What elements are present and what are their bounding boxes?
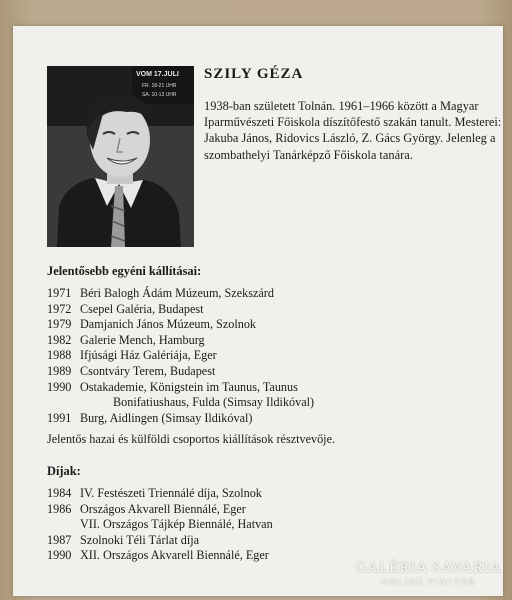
artist-name: SZILY GÉZA	[204, 66, 304, 82]
awards-heading: Díjak:	[47, 464, 81, 478]
poster-line-2: FR. 18-21 UHR	[142, 83, 177, 89]
poster-line-3: SA. 10-13 UHR	[142, 92, 177, 98]
list-item: 1986 Országos Akvarell Biennálé, Eger	[47, 501, 246, 516]
list-item: Bonifatiushaus, Fulda (Simsay Ildikóval)	[113, 395, 315, 410]
list-item: 1990 XII. Országos Akvarell Biennálé, Eger	[47, 548, 269, 563]
watermark-line-2: ONLINE PIACTÉR	[381, 577, 476, 587]
list-item: 1971 Béri Balogh Ádám Múzeum, Szekszárd	[47, 286, 274, 300]
poster-line-1: VOM 17.JULI	[136, 71, 179, 78]
list-item: 1972 Csepel Galéria, Budapest	[47, 301, 204, 316]
exhibitions-list	[47, 286, 497, 426]
gallery-watermark	[355, 560, 502, 587]
watermark-line-1: GALÉRIA SAVARIA	[355, 560, 502, 576]
list-item: 1982 Galerie Mench, Hamburg	[47, 332, 205, 347]
awards-list	[47, 486, 497, 564]
group-exhibitions-note: Jelentős hazai és külföldi csoportos kiállítások résztvevője.	[47, 432, 336, 446]
artist-photo	[47, 66, 194, 247]
exhibitions-heading: Jelentősebb egyéni kállításai:	[47, 264, 202, 278]
list-item: 1984 IV. Festészeti Triennálé díja, Szolnok	[47, 486, 262, 500]
list-item: 1990 Ostakademie, Königstein im Taunus, Taunus	[47, 379, 298, 394]
list-item: VII. Országos Tájkép Biennálé, Hatvan	[80, 517, 273, 532]
catalog-page	[13, 26, 503, 596]
list-item: 1988 Ifjúsági Ház Galériája, Eger	[47, 348, 217, 363]
list-item: 1991 Burg, Aidlingen (Simsay Ildikóval)	[47, 410, 253, 425]
list-item: 1979 Damjanich János Múzeum, Szolnok	[47, 317, 257, 332]
list-item: 1987 Szolnoki Téli Tárlat díja	[47, 532, 200, 547]
list-item: 1989 Csontváry Terem, Budapest	[47, 363, 216, 378]
artist-photo-illustration	[47, 66, 194, 247]
artist-bio: 1938-ban született Tolnán. 1961–1966 között a Magyar Iparművészeti Főiskola díszítőfestő szakán tanult. Mesterei: Jakuba János, Ridovics László, Z. Gács György. Jelenleg a szombathelyi Tanárképző Főiskola tanára.	[204, 99, 502, 162]
